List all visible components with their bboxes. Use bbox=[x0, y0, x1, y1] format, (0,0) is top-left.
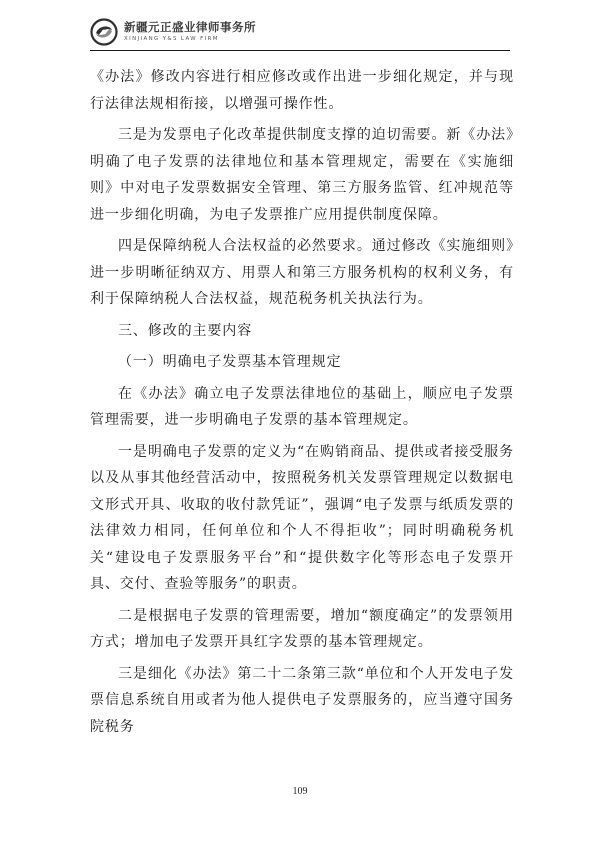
paragraph: 在《办法》确立电子发票法律地位的基础上，顺应电子发票管理需要，进一步明确电子发票的基本管理规定。 bbox=[90, 385, 514, 428]
firm-logo-icon bbox=[90, 18, 118, 46]
paragraph: 《办法》修改内容进行相应修改或作出进一步细化规定，并与现行法律法规相衔接，以增强可操作性。 bbox=[90, 69, 514, 112]
firm-name bbox=[124, 22, 256, 42]
subsection-heading: （一）明确电子发票基本管理规定 bbox=[118, 354, 342, 370]
firm-name-cn: 新疆元正盛业律师事务所 bbox=[124, 20, 256, 35]
page-header bbox=[90, 18, 256, 46]
section-heading: 三、修改的主要内容 bbox=[118, 322, 253, 339]
paragraph: 二是根据电子发票的管理需要，增加“额度确定”的发票领用方式；增加电子发票开具红字发票的基本管理规定。 bbox=[90, 607, 514, 650]
document-body bbox=[90, 64, 514, 745]
paragraph: 一是明确电子发票的定义为“在购销商品、提供或者接受服务以及从事其他经营活动中，按照税务机关发票管理规定以数据电文形式开具、收取的收付款凭证”，强调“电子发票与纸质发票的法律效力相同，任何单位和个人不得拒收”；同时明确税务机关“建设电子发票服务平台”和“提供数字化等形态电子发票开具、交付、查验等服务”的职责。 bbox=[90, 443, 514, 592]
paragraph: 四是保障纳税人合法权益的必然要求。通过修改《实施细则》进一步明晰征纳双方、用票人和第三方服务机构的权利义务，有利于保障纳税人合法权益，规范税务机关执法行为。 bbox=[90, 238, 514, 307]
firm-name-en: XINJIANG Y&S LAW FIRM bbox=[124, 35, 219, 42]
paragraph: 三是为发票电子化改革提供制度支撑的迫切需要。新《办法》明确了电子发票的法律地位和基本管理规定，需要在《实施细则》中对电子发票数据安全管理、第三方服务监管、红冲规范等进一步细化明确，为电子发票推广应用提供制度保障。 bbox=[90, 127, 514, 223]
page-number: 109 bbox=[292, 786, 308, 797]
header-divider bbox=[90, 50, 510, 51]
paragraph: 三是细化《办法》第二十二条第三款“单位和个人开发电子发票信息系统自用或者为他人提供电子发票服务的，应当遵守国务院税务 bbox=[90, 665, 514, 735]
